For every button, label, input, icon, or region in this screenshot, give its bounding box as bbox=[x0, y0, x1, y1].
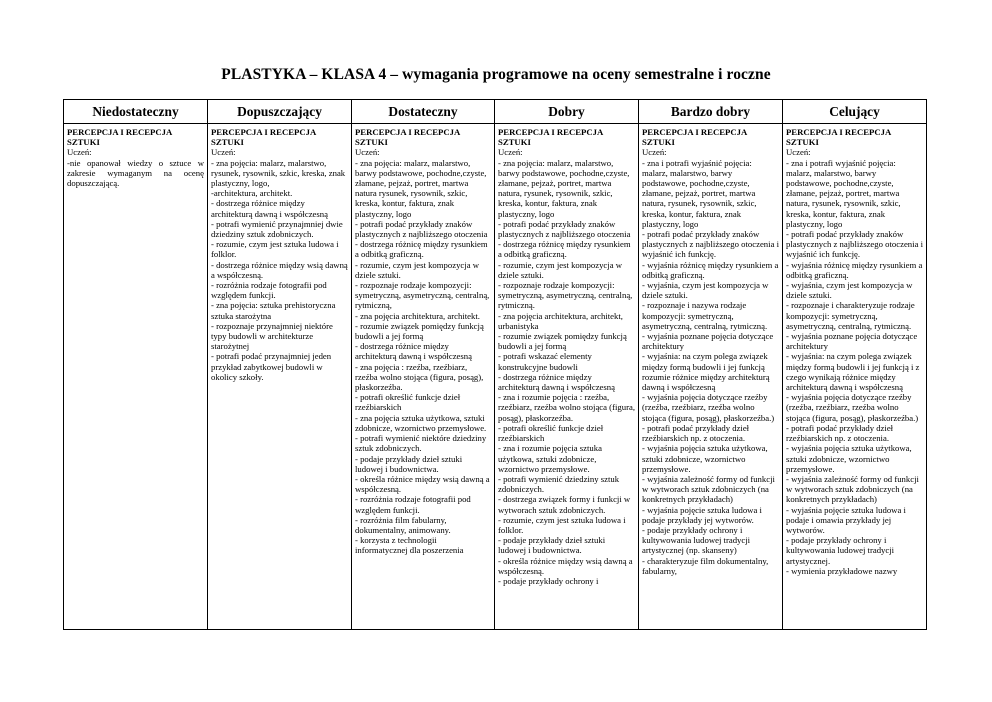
requirement-line: - zna i potrafi wyjaśnić pojęcia: malarz, malarstwo, barwy podstawowe, pochodne,czyste, złamane, pejzaż, portret, martwa natura, rysunek, rysownik, szkic, kreska, kontur, faktura, znak plastyczny, logo bbox=[786, 157, 901, 229]
requirement-line: Uczeń: bbox=[211, 147, 236, 158]
header-bardzo-dobry: Bardzo dobry bbox=[639, 100, 783, 124]
requirement-line: - potrafi podać przykłady znaków plastycznych z najbliższego otoczenia bbox=[498, 218, 631, 240]
requirement-line: - podaje przykłady ochrony i bbox=[498, 575, 599, 586]
section-heading: PERCEPCJA I RECEPCJA SZTUKI bbox=[498, 127, 603, 148]
cell-content bbox=[67, 127, 204, 626]
requirement-line: - charakteryzuje film dokumentalny, fabularny, bbox=[642, 555, 769, 576]
cell-content bbox=[642, 127, 779, 626]
header-dopuszczajacy: Dopuszczający bbox=[208, 100, 352, 124]
requirement-line: - rozróżnia rodzaje fotografii pod względem funkcji. bbox=[211, 280, 327, 301]
requirement-line: - rozumie, czym jest sztuka ludowa i folklor. bbox=[498, 514, 626, 535]
requirement-line: - potrafi podać przykłady dzieł rzeźbiarskich np. z otoczenia. bbox=[642, 422, 750, 444]
requirement-line: Uczeń: bbox=[642, 147, 667, 158]
section-heading: PERCEPCJA I RECEPCJA SZTUKI bbox=[786, 127, 891, 148]
requirement-line: - potrafi podać przynajmniej jeden przykład zabytkowej budowli w okolicy szkoły. bbox=[211, 351, 332, 382]
section-heading: PERCEPCJA I RECEPCJA SZTUKI bbox=[67, 127, 172, 148]
requirement-line: - potrafi podać przykłady znaków plastycznych z najbliższego otoczenia i wyjaśnić ich funkcję. bbox=[786, 229, 923, 260]
requirement-line: - zna i potrafi wyjaśnić pojęcia: malarz, malarstwo, barwy podstawowe, pochodne,czyste, złamane, pejzaż, portret, martwa natura, rysunek, rysownik, szkic, kreska, kontur, faktura, znak plastyczny, logo bbox=[642, 157, 757, 229]
requirement-line: - wyjaśnia pojęcia sztuka użytkowa, sztuki zdobnicze, wzornictwo przemysłowe. bbox=[642, 443, 768, 474]
requirement-line: - rozumie, czym jest kompozycja w dziele sztuki. bbox=[355, 259, 479, 280]
requirement-line: - wyjaśnia różnicę między rysunkiem a odbitką graficzną. bbox=[642, 259, 779, 280]
cell-bardzo-dobry bbox=[639, 124, 783, 630]
requirement-line: - dostrzega różnicę między rysunkiem a odbitką graficzną. bbox=[355, 239, 488, 260]
requirement-line: - wyjaśnia pojęcia sztuka użytkowa, sztuki zdobnicze, wzornictwo przemysłowe. bbox=[786, 443, 912, 474]
cell-dostateczny bbox=[352, 124, 495, 630]
requirement-line: - wyjaśnia zależność formy od funkcji w wytworach sztuk zdobniczych (na konkretnych przykładach) bbox=[642, 473, 775, 505]
requirement-line: - dostrzega różnice między wsią dawną a współczesną. bbox=[211, 259, 348, 280]
requirement-line: - potrafi podać przykłady znaków plastycznych z najbliższego otoczenia bbox=[355, 218, 488, 240]
requirement-line: - rozpoznaje i nazywa rodzaje kompozycji: symetryczną, asymetryczną, centralną, rytmiczną. bbox=[642, 300, 768, 331]
requirement-line: - wyjaśnia pojęcia dotyczące rzeźby (rzeźba, rzeźbiarz, rzeźba wolno stojąca (figura, posąg), płaskorzeźba.) bbox=[642, 392, 775, 423]
requirement-line: - zna i rozumie pojęcia : rzeźba, rzeźbiarz, rzeźba wolno stojąca (figura, posąg), płaskorzeźba. bbox=[498, 392, 635, 423]
cell-celujacy bbox=[783, 124, 927, 630]
requirement-line: Uczeń: bbox=[67, 147, 92, 158]
requirement-line: - potrafi wskazać elementy konstrukcyjne budowli bbox=[498, 351, 592, 372]
requirement-line: - wyjaśnia: na czym polega związek między formą budowli i jej funkcją rozumie różnice między architekturą dawną i współczesną bbox=[642, 351, 770, 393]
requirement-line: - dostrzega różnice między architekturą dawną i współczesną bbox=[355, 341, 472, 362]
requirement-line: - zna pojęcia: malarz, malarstwo, barwy podstawowe, pochodne,czyste, złamane, pejzaż, portret, martwa natura, rysunek, rysownik, szkic, kreska, kontur, faktura, znak plastyczny, logo bbox=[498, 157, 630, 219]
requirement-line: - potrafi wymienić niektóre dziedziny sztuk zdobniczych. bbox=[355, 433, 487, 454]
cell-content bbox=[498, 127, 635, 626]
section-heading: PERCEPCJA I RECEPCJA SZTUKI bbox=[355, 127, 460, 148]
requirement-line: - wyjaśnia pojęcie sztuka ludowa i podaje i omawia przykłady jej wytworów. bbox=[786, 504, 906, 535]
requirement-line: -nie opanował wiedzy o sztuce w zakresie wymaganym na ocenę dopuszczającą. bbox=[67, 157, 204, 189]
requirement-line: - wyjaśnia, czym jest kompozycja w dziele sztuki. bbox=[642, 280, 769, 301]
requirement-line: - wymienia przykładowe nazwy bbox=[786, 565, 898, 576]
requirement-line: - zna pojęcia sztuka użytkowa, sztuki zdobnicze, wzornictwo przemysłowe. bbox=[355, 412, 487, 433]
requirement-line: - zna pojęcia architektura, architekt. bbox=[355, 310, 480, 321]
requirement-line: - zna pojęcia: malarz, malarstwo, barwy podstawowe, pochodne,czyste, złamane, pejzaż, portret, martwa natura rysunek, rysownik, szkic, kreska, kontur, faktura, znak plastyczny, logo bbox=[355, 157, 487, 219]
requirement-line: - określa różnice między wsią dawną a współczesną. bbox=[498, 555, 633, 576]
requirement-line: - zna pojęcia: malarz, malarstwo, rysunek, rysownik, szkic, kreska, znak plastyczny, logo, bbox=[211, 157, 346, 189]
requirement-line: - wyjaśnia zależność formy od funkcji w wytworach sztuk zdobniczych (na konkretnych przykładach) bbox=[786, 473, 919, 505]
requirement-line: - wyjaśnia pojęcie sztuka ludowa i podaje przykłady jej wytworów. bbox=[642, 504, 762, 525]
requirement-line: - podaje przykłady dzieł sztuki ludowej i budownictwa. bbox=[355, 453, 463, 474]
requirement-line: Uczeń: bbox=[786, 147, 811, 158]
requirement-line: - potrafi określić funkcje dzieł rzeźbiarskich bbox=[355, 392, 461, 413]
requirement-line: - rozpoznaje rodzaje kompozycji: symetryczną, asymetryczną, centralną, rytmiczną. bbox=[498, 280, 633, 311]
header-celujacy: Celujący bbox=[783, 100, 927, 124]
requirement-line: - potrafi wymienić przynajmniej dwie dziedziny sztuk zdobniczych. bbox=[211, 218, 343, 240]
requirement-line: - podaje przykłady dzieł sztuki ludowej i budownictwa. bbox=[498, 535, 606, 556]
requirement-line: - potrafi wymienić dziedziny sztuk zdobniczych. bbox=[498, 473, 620, 495]
requirement-line: - zna pojęcia architektura, architekt, urbanistyka bbox=[498, 310, 623, 331]
requirement-line: - zna pojęcia : rzeźba, rzeźbiarz, rzeźba wolno stojąca (figura, posąg), płaskorzeźba. bbox=[355, 361, 484, 393]
cell-content bbox=[786, 127, 923, 626]
requirement-line: - rozumie związek pomiędzy funkcją budowli a jej formą bbox=[355, 320, 484, 342]
requirement-line: - dostrzega różnice między architekturą dawną i współczesną bbox=[211, 198, 328, 219]
requirement-line: - dostrzega związek formy i funkcji w wytworach sztuk zdobniczych. bbox=[498, 494, 631, 515]
requirement-line: - wyjaśnia, czym jest kompozycja w dziele sztuki. bbox=[786, 280, 913, 301]
requirements-table bbox=[63, 99, 927, 630]
requirement-line: - rozpoznaje rodzaje kompozycji: symetryczną, asymetryczną, centralną, rytmiczną, bbox=[355, 280, 490, 311]
requirement-line: - określa różnice między wsią dawną a współczesną. bbox=[355, 473, 490, 495]
cell-niedostateczny bbox=[64, 124, 208, 630]
requirement-line: - podaje przykłady ochrony i kultywowania ludowej tradycji artystycznej (np. skanseny) bbox=[642, 524, 751, 556]
cell-dopuszczajacy bbox=[208, 124, 352, 630]
section-heading: PERCEPCJA I RECEPCJA SZTUKI bbox=[642, 127, 747, 148]
requirement-line: - wyjaśnia poznane pojęcia dotyczące architektury bbox=[642, 331, 774, 352]
requirement-line: - rozróżnia film fabularny, dokumentalny, animowany. bbox=[355, 514, 451, 535]
requirement-line: -architektura, architekt. bbox=[211, 188, 293, 199]
requirement-line: - dostrzega różnicę między rysunkiem a odbitką graficzną. bbox=[498, 239, 631, 260]
requirement-line: - rozpoznaje i charakteryzuje rodzaje kompozycji: symetryczną, asymetryczną, centralną, rytmiczną. bbox=[786, 300, 915, 331]
requirement-line: - potrafi podać przykłady znaków plastycznych z najbliższego otoczenia i wyjaśnić ich funkcję. bbox=[642, 229, 779, 260]
requirement-line: - korzysta z technologii informatycznej dla poszerzenia bbox=[355, 535, 464, 556]
content-row bbox=[64, 124, 927, 630]
requirement-line: - potrafi określić funkcje dzieł rzeźbiarskich bbox=[498, 422, 604, 444]
requirement-line: - potrafi podać przykłady dzieł rzeźbiarskich np. z otoczenia. bbox=[786, 422, 894, 444]
section-heading: PERCEPCJA I RECEPCJA SZTUKI bbox=[211, 127, 316, 148]
requirement-line: - rozumie, czym jest kompozycja w dziele sztuki. bbox=[498, 259, 622, 280]
requirement-line: - wyjaśnia pojęcia dotyczące rzeźby (rzeźba, rzeźbiarz, rzeźba wolno stojąca (figura, posąg), płaskorzeźba.) bbox=[786, 392, 919, 423]
cell-content bbox=[355, 127, 491, 626]
requirement-line: Uczeń: bbox=[498, 147, 523, 158]
requirement-line: - wyjaśnia poznane pojęcia dotyczące architektury bbox=[786, 331, 918, 352]
cell-dobry bbox=[495, 124, 639, 630]
requirement-line: - podaje przykłady ochrony i kultywowania ludowej tradycji artystycznej. bbox=[786, 535, 895, 566]
requirement-line: - rozumie związek pomiędzy funkcją budowli a jej formą bbox=[498, 331, 627, 352]
requirement-line: - wyjaśnia różnicę między rysunkiem a odbitką graficzną. bbox=[786, 259, 923, 280]
requirement-line: Uczeń: bbox=[355, 147, 380, 158]
header-niedostateczny: Niedostateczny bbox=[64, 100, 208, 124]
requirement-line: - rozróżnia rodzaje fotografii pod względem funkcji. bbox=[355, 494, 471, 515]
requirement-line: - rozumie, czym jest sztuka ludowa i folklor. bbox=[211, 239, 339, 260]
cell-content bbox=[211, 127, 348, 626]
requirement-line: - rozpoznaje przynajmniej niektóre typy budowli w architekturze starożytnej bbox=[211, 320, 333, 352]
requirement-line: - zna i rozumie pojęcia sztuka użytkowa, sztuki zdobnicze, wzornictwo przemysłowe. bbox=[498, 443, 602, 474]
requirement-line: - wyjaśnia: na czym polega związek między formą budowli i jej funkcją i z czego wynikają różnice między architekturą dawną i współczesną bbox=[786, 351, 920, 393]
header-dostateczny: Dostateczny bbox=[352, 100, 495, 124]
requirement-line: - dostrzega różnice między architekturą dawną i współczesną bbox=[498, 371, 615, 393]
header-row bbox=[64, 100, 927, 124]
page-title: PLASTYKA – KLASA 4 – wymagania programowe na oceny semestralne i roczne bbox=[221, 66, 771, 83]
header-dobry: Dobry bbox=[495, 100, 639, 124]
requirement-line: - zna pojęcia: sztuka prehistoryczna sztuka starożytna bbox=[211, 300, 336, 321]
